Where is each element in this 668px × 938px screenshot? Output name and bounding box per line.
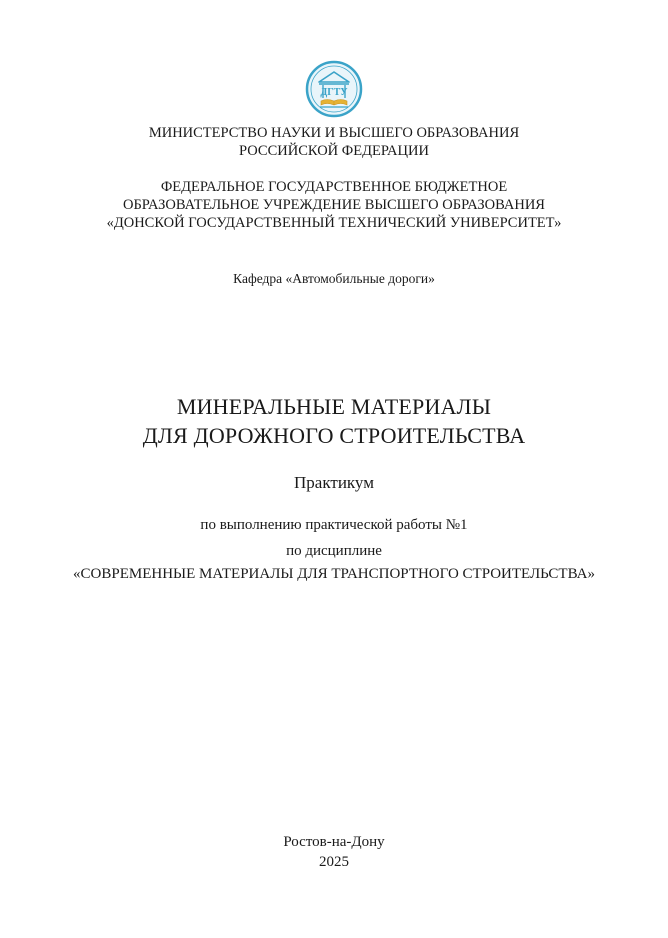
document-type: Практикум	[294, 473, 374, 492]
ministry-line-1: МИНИСТЕРСТВО НАУКИ И ВЫСШЕГО ОБРАЗОВАНИЯ	[148, 125, 520, 141]
institution-line-1: ФЕДЕРАЛЬНОЕ ГОСУДАРСТВЕННОЕ БЮДЖЕТНОЕ	[160, 179, 508, 195]
university-logo	[305, 60, 363, 118]
document-title-line-2: ДЛЯ ДОРОЖНОГО СТРОИТЕЛЬСТВА	[142, 423, 526, 448]
city: Ростов-на-Дону	[283, 834, 385, 850]
ministry-line-2: РОССИЙСКОЙ ФЕДЕРАЦИИ	[239, 143, 429, 159]
year: 2025	[319, 854, 349, 870]
purpose-line-1: по выполнению практической работы №1	[200, 517, 468, 533]
document-title-line-1: МИНЕРАЛЬНЫЕ МАТЕРИАЛЫ	[176, 394, 492, 419]
institution-line-3: «ДОНСКОЙ ГОСУДАРСТВЕННЫЙ ТЕХНИЧЕСКИЙ УНИВЕРСИТЕТ»	[106, 215, 562, 231]
purpose-line-2: по дисциплине	[286, 543, 382, 559]
discipline-name: «СОВРЕМЕННЫЕ МАТЕРИАЛЫ ДЛЯ ТРАНСПОРТНОГО СТРОИТЕЛЬСТВА»	[73, 566, 595, 582]
institution-line-2: ОБРАЗОВАТЕЛЬНОЕ УЧРЕЖДЕНИЕ ВЫСШЕГО ОБРАЗОВАНИЯ	[123, 197, 545, 213]
svg-text:ДГТУ: ДГТУ	[320, 87, 348, 98]
department: Кафедра «Автомобильные дороги»	[233, 271, 435, 286]
